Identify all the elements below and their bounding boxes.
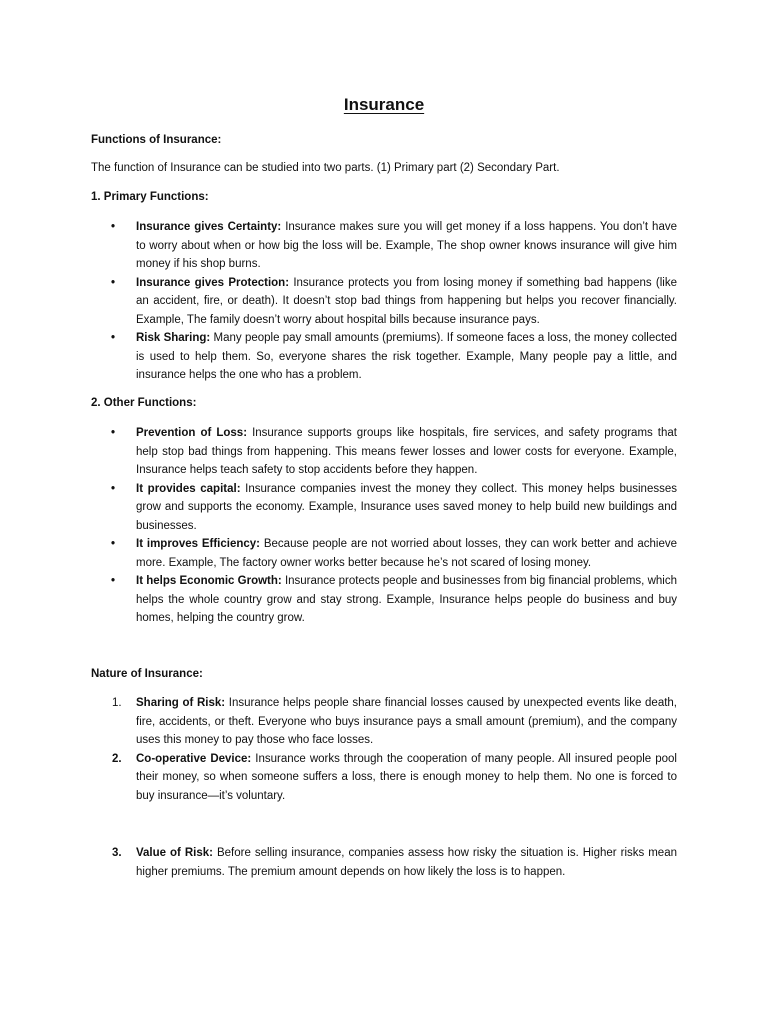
list-item: [91, 535, 677, 572]
item-text: Insurance helps people share financial losses caused by unexpected events like death, fire, accidents, or theft. Everyone who buys insurance pays a small amount (premium), and the company uses this money to pay those who face losses.: [136, 697, 677, 746]
item-text: Insurance makes sure you will get money if a loss happens. You don’t have to worry about when or how big the loss will be. Example, The shop owner knows insurance will give him money if his shop burns.: [136, 221, 677, 270]
list-item: [91, 694, 677, 750]
bullet-icon: •: [111, 538, 116, 550]
item-text: Insurance protects people and businesses from big financial problems, which helps the whole country grow and stay strong. Example, Insurance helps people do business and buy homes, helping the country grow.: [136, 575, 677, 624]
other-functions-heading: 2. Other Functions:: [91, 397, 197, 409]
primary-functions-heading: 1. Primary Functions:: [91, 191, 209, 203]
list-item: [91, 750, 677, 806]
list-item: [91, 424, 677, 480]
item-text: Many people pay small amounts (premiums). If someone faces a loss, the money collected is used to help them. So, everyone shares the risk together. Example, Many people pay a little, and insurance helps the one who has a problem.: [136, 332, 677, 381]
bullet-icon: •: [111, 221, 116, 233]
item-number: 2.: [112, 752, 122, 765]
page-title: Insurance: [343, 95, 425, 114]
item-text: Before selling insurance, companies assess how risky the situation is. Higher risks mean higher premiums. The premium amount depends on how likely the loss is to happen.: [136, 847, 677, 878]
nature-list: [91, 694, 681, 805]
list-item: [91, 844, 677, 881]
item-lead: It provides capital:: [136, 482, 241, 495]
other-functions-list: [91, 424, 681, 628]
bullet-icon: •: [111, 276, 116, 289]
intro-paragraph: The function of Insurance can be studied into two parts. (1) Primary part (2) Secondary Part.: [91, 162, 560, 174]
functions-heading: Functions of Insurance:: [91, 134, 222, 146]
item-lead: It improves Efficiency:: [136, 538, 261, 550]
item-lead: Insurance gives Protection:: [136, 276, 290, 289]
list-item: [91, 572, 677, 628]
item-text: Because people are not worried about losses, they can work better and achieve more. Example, The factory owner works better because he’s not scared of losing money.: [136, 538, 677, 569]
nature-list-continued: [91, 844, 681, 881]
item-lead: Risk Sharing:: [136, 332, 211, 344]
item-lead: Co-operative Device:: [136, 752, 252, 765]
item-lead: Prevention of Loss:: [136, 427, 248, 439]
list-item: [91, 480, 677, 536]
list-item: [91, 274, 677, 330]
item-lead: Insurance gives Certainty:: [136, 221, 282, 233]
bullet-icon: •: [111, 575, 116, 587]
item-number: 1.: [112, 697, 122, 709]
item-lead: Sharing of Risk:: [136, 697, 226, 709]
item-text: Insurance supports groups like hospitals, fire services, and safety programs that help stop bad things from happening. This means fewer losses and lower costs for everyone. Example, Insurance helps teach safety to stop accidents before they happen.: [136, 427, 677, 476]
item-lead: Value of Risk:: [136, 847, 213, 859]
list-item: [91, 218, 677, 274]
primary-functions-list: [91, 218, 681, 385]
bullet-icon: •: [111, 332, 116, 344]
nature-heading: Nature of Insurance:: [91, 668, 203, 680]
bullet-icon: •: [111, 482, 116, 495]
item-number: 3.: [112, 847, 122, 859]
list-item: [91, 329, 677, 385]
item-lead: It helps Economic Growth:: [136, 575, 282, 587]
item-text: Insurance works through the cooperation of many people. All insured people pool their money, so when someone suffers a loss, there is enough money to help them. No one is forced to buy insurance—it’s voluntary.: [136, 752, 677, 802]
item-text: Insurance companies invest the money they collect. This money helps businesses grow and supports the economy. Example, Insurance uses saved money to help build new buildings and businesses.: [136, 482, 677, 532]
item-text: Insurance protects you from losing money if something bad happens (like an accident, fire, or death). It doesn’t stop bad things from happening but helps you recover financially. Example, The family doesn’t worry about hospital bills because insurance pays.: [136, 276, 677, 326]
bullet-icon: •: [111, 427, 116, 439]
